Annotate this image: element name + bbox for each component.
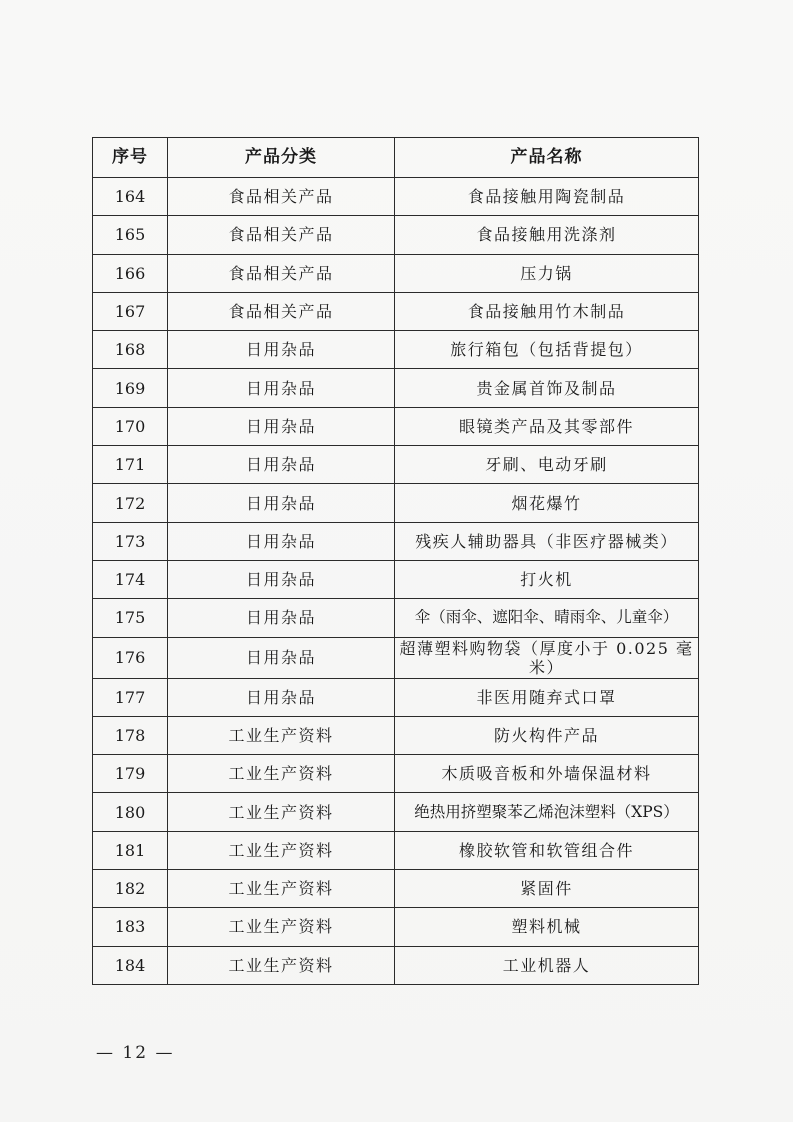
cell-product-category: 日用杂品 [168, 331, 395, 369]
cell-product-name: 绝热用挤塑聚苯乙烯泡沫塑料（XPS） [395, 793, 699, 831]
table-row [93, 716, 699, 754]
cell-product-name: 超薄塑料购物袋（厚度小于 0.025 毫米） [395, 637, 699, 678]
cell-serial-number: 176 [93, 637, 168, 678]
cell-serial-number: 177 [93, 678, 168, 716]
cell-product-category: 食品相关产品 [168, 254, 395, 292]
table-row [93, 678, 699, 716]
cell-product-name: 压力锅 [395, 254, 699, 292]
cell-serial-number: 166 [93, 254, 168, 292]
table-row [93, 522, 699, 560]
cell-serial-number: 173 [93, 522, 168, 560]
cell-product-name: 防火构件产品 [395, 716, 699, 754]
cell-serial-number: 165 [93, 216, 168, 254]
cell-product-category: 日用杂品 [168, 446, 395, 484]
cell-product-name: 塑料机械 [395, 908, 699, 946]
cell-product-name: 非医用随弃式口罩 [395, 678, 699, 716]
cell-product-category: 工业生产资料 [168, 716, 395, 754]
cell-serial-number: 181 [93, 831, 168, 869]
cell-product-category: 日用杂品 [168, 678, 395, 716]
header-serial-number: 序号 [93, 138, 168, 178]
table-row [93, 908, 699, 946]
table-body [93, 178, 699, 985]
cell-product-name: 食品接触用陶瓷制品 [395, 178, 699, 216]
table-row [93, 946, 699, 984]
cell-serial-number: 169 [93, 369, 168, 407]
cell-product-name: 牙刷、电动牙刷 [395, 446, 699, 484]
table-row [93, 870, 699, 908]
table-row [93, 831, 699, 869]
cell-serial-number: 164 [93, 178, 168, 216]
table-row [93, 369, 699, 407]
table-row [93, 560, 699, 598]
cell-product-name: 伞（雨伞、遮阳伞、晴雨伞、儿童伞） [395, 599, 699, 637]
table-row [93, 755, 699, 793]
cell-product-category: 日用杂品 [168, 637, 395, 678]
table-row [93, 292, 699, 330]
table-row [93, 216, 699, 254]
page-number: — 12 — [96, 1043, 175, 1063]
cell-serial-number: 180 [93, 793, 168, 831]
table-row [93, 331, 699, 369]
cell-product-category: 工业生产资料 [168, 831, 395, 869]
cell-product-category: 日用杂品 [168, 407, 395, 445]
cell-serial-number: 183 [93, 908, 168, 946]
table-row [93, 407, 699, 445]
cell-serial-number: 179 [93, 755, 168, 793]
cell-product-category: 工业生产资料 [168, 870, 395, 908]
cell-product-category: 食品相关产品 [168, 216, 395, 254]
table-row [93, 254, 699, 292]
table-row [93, 484, 699, 522]
cell-product-name: 烟花爆竹 [395, 484, 699, 522]
cell-product-category: 日用杂品 [168, 599, 395, 637]
header-product-category: 产品分类 [168, 138, 395, 178]
cell-product-category: 日用杂品 [168, 522, 395, 560]
cell-serial-number: 175 [93, 599, 168, 637]
cell-product-name: 旅行箱包（包括背提包） [395, 331, 699, 369]
cell-product-category: 日用杂品 [168, 484, 395, 522]
cell-product-name: 木质吸音板和外墙保温材料 [395, 755, 699, 793]
cell-product-category: 工业生产资料 [168, 946, 395, 984]
cell-product-category: 食品相关产品 [168, 178, 395, 216]
cell-serial-number: 174 [93, 560, 168, 598]
cell-serial-number: 184 [93, 946, 168, 984]
cell-product-name: 食品接触用竹木制品 [395, 292, 699, 330]
header-product-name: 产品名称 [395, 138, 699, 178]
cell-product-name: 打火机 [395, 560, 699, 598]
cell-product-name: 工业机器人 [395, 946, 699, 984]
table-row [93, 599, 699, 637]
cell-product-name: 贵金属首饰及制品 [395, 369, 699, 407]
cell-product-name: 橡胶软管和软管组合件 [395, 831, 699, 869]
table-row [93, 637, 699, 678]
cell-product-category: 工业生产资料 [168, 755, 395, 793]
cell-serial-number: 182 [93, 870, 168, 908]
cell-serial-number: 170 [93, 407, 168, 445]
cell-serial-number: 171 [93, 446, 168, 484]
cell-product-category: 日用杂品 [168, 369, 395, 407]
cell-product-name: 残疾人辅助器具（非医疗器械类） [395, 522, 699, 560]
cell-serial-number: 168 [93, 331, 168, 369]
table-row [93, 446, 699, 484]
cell-product-name: 食品接触用洗涤剂 [395, 216, 699, 254]
cell-serial-number: 167 [93, 292, 168, 330]
cell-product-category: 工业生产资料 [168, 908, 395, 946]
cell-serial-number: 178 [93, 716, 168, 754]
cell-product-category: 工业生产资料 [168, 793, 395, 831]
cell-product-name: 眼镜类产品及其零部件 [395, 407, 699, 445]
product-table [92, 137, 699, 985]
cell-product-category: 食品相关产品 [168, 292, 395, 330]
table-header-row [93, 138, 699, 178]
cell-product-category: 日用杂品 [168, 560, 395, 598]
table-row [93, 793, 699, 831]
cell-product-name: 紧固件 [395, 870, 699, 908]
cell-serial-number: 172 [93, 484, 168, 522]
table-row [93, 178, 699, 216]
